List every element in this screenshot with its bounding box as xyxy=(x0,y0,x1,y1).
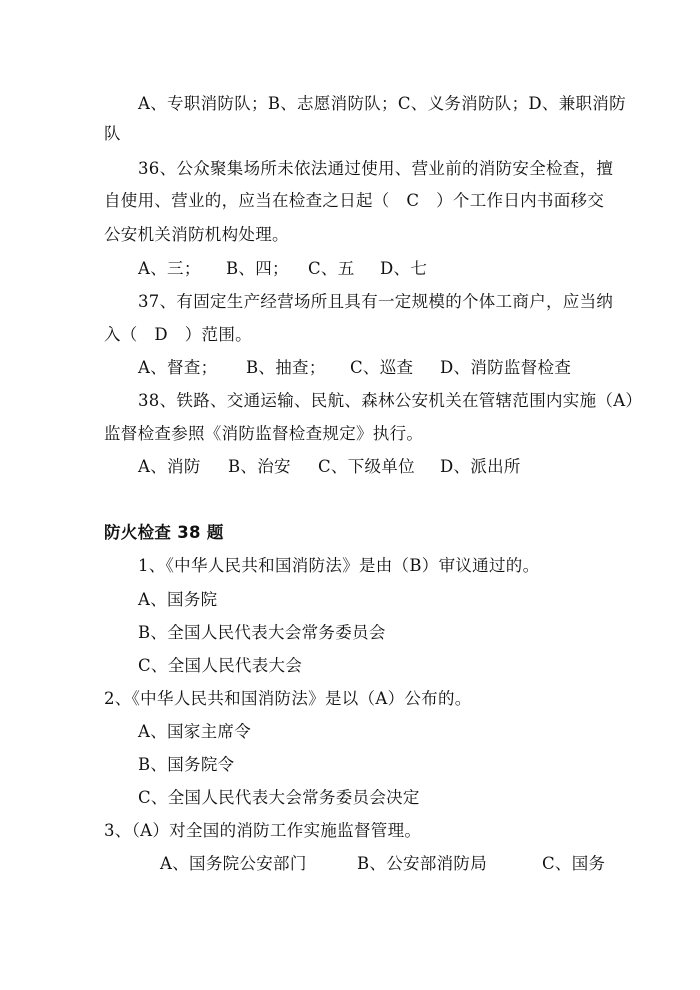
s3-option-a: A、国务院公安部门 xyxy=(160,854,307,873)
q37-options xyxy=(138,357,571,379)
q37-option-c: C、巡查 xyxy=(350,358,414,377)
s2-question: 2、《中华人民共和国消防法》是以（A）公布的。 xyxy=(104,689,472,708)
q37-option-a: A、督查； xyxy=(138,358,218,377)
q36-option-d: D、七 xyxy=(380,259,428,278)
q36-text-line2: 自使用、营业的，应当在检查之日起（ C ）个工作日内书面移交 xyxy=(104,191,605,210)
s3-option-c: C、国务 xyxy=(542,854,606,873)
q38-text-line1: 38、铁路、交通运输、民航、森林公安机关在管辖范围内实施（A） xyxy=(138,391,643,410)
q37-text-line1: 37、有固定生产经营场所且具有一定规模的个体工商户，应当纳 xyxy=(138,292,614,311)
q38-option-d: D、派出所 xyxy=(440,457,521,476)
q38-option-c: C、下级单位 xyxy=(318,457,415,476)
q36-option-c: C、五 xyxy=(308,259,355,278)
s1-option-b: B、全国人民代表大会常务委员会 xyxy=(138,623,386,642)
q35-options-wrap: 队 xyxy=(104,124,121,143)
s2-option-b: B、国务院令 xyxy=(138,755,235,774)
q37-option-b: B、抽查； xyxy=(246,358,326,377)
q37-text-line2: 入（ D ）范围。 xyxy=(104,325,252,344)
s1-question: 1、《中华人民共和国消防法》是由（B）审议通过的。 xyxy=(138,556,540,575)
q36-option-a: A、三； xyxy=(138,259,201,278)
q38-option-b: B、治安 xyxy=(228,457,291,476)
s1-option-a: A、国务院 xyxy=(138,590,218,609)
q38-option-a: A、消防 xyxy=(138,457,201,476)
s3-option-b: B、公安部消防局 xyxy=(357,854,488,873)
section-heading: 防火检查 38 题 xyxy=(104,523,224,542)
s2-option-a: A、国家主席令 xyxy=(138,722,252,741)
q35-options-line: A、专职消防队；B、志愿消防队；C、义务消防队；D、兼职消防 xyxy=(138,94,626,113)
q36-text-line3: 公安机关消防机构处理。 xyxy=(104,225,289,244)
s1-option-c: C、全国人民代表大会 xyxy=(138,656,303,675)
q36-option-b: B、四； xyxy=(226,259,289,278)
q38-text-line2: 监督检查参照《消防监督检查规定》执行。 xyxy=(104,424,424,443)
q37-option-d: D、消防监督检查 xyxy=(440,358,572,377)
q36-options xyxy=(138,258,427,280)
q36-text-line1: 36、公众聚集场所未依法通过使用、营业前的消防安全检查，擅 xyxy=(138,159,614,178)
q38-options xyxy=(138,456,521,478)
s2-option-c: C、全国人民代表大会常务委员会决定 xyxy=(138,788,420,807)
s3-question: 3、（A）对全国的消防工作实施监督管理。 xyxy=(104,821,422,840)
